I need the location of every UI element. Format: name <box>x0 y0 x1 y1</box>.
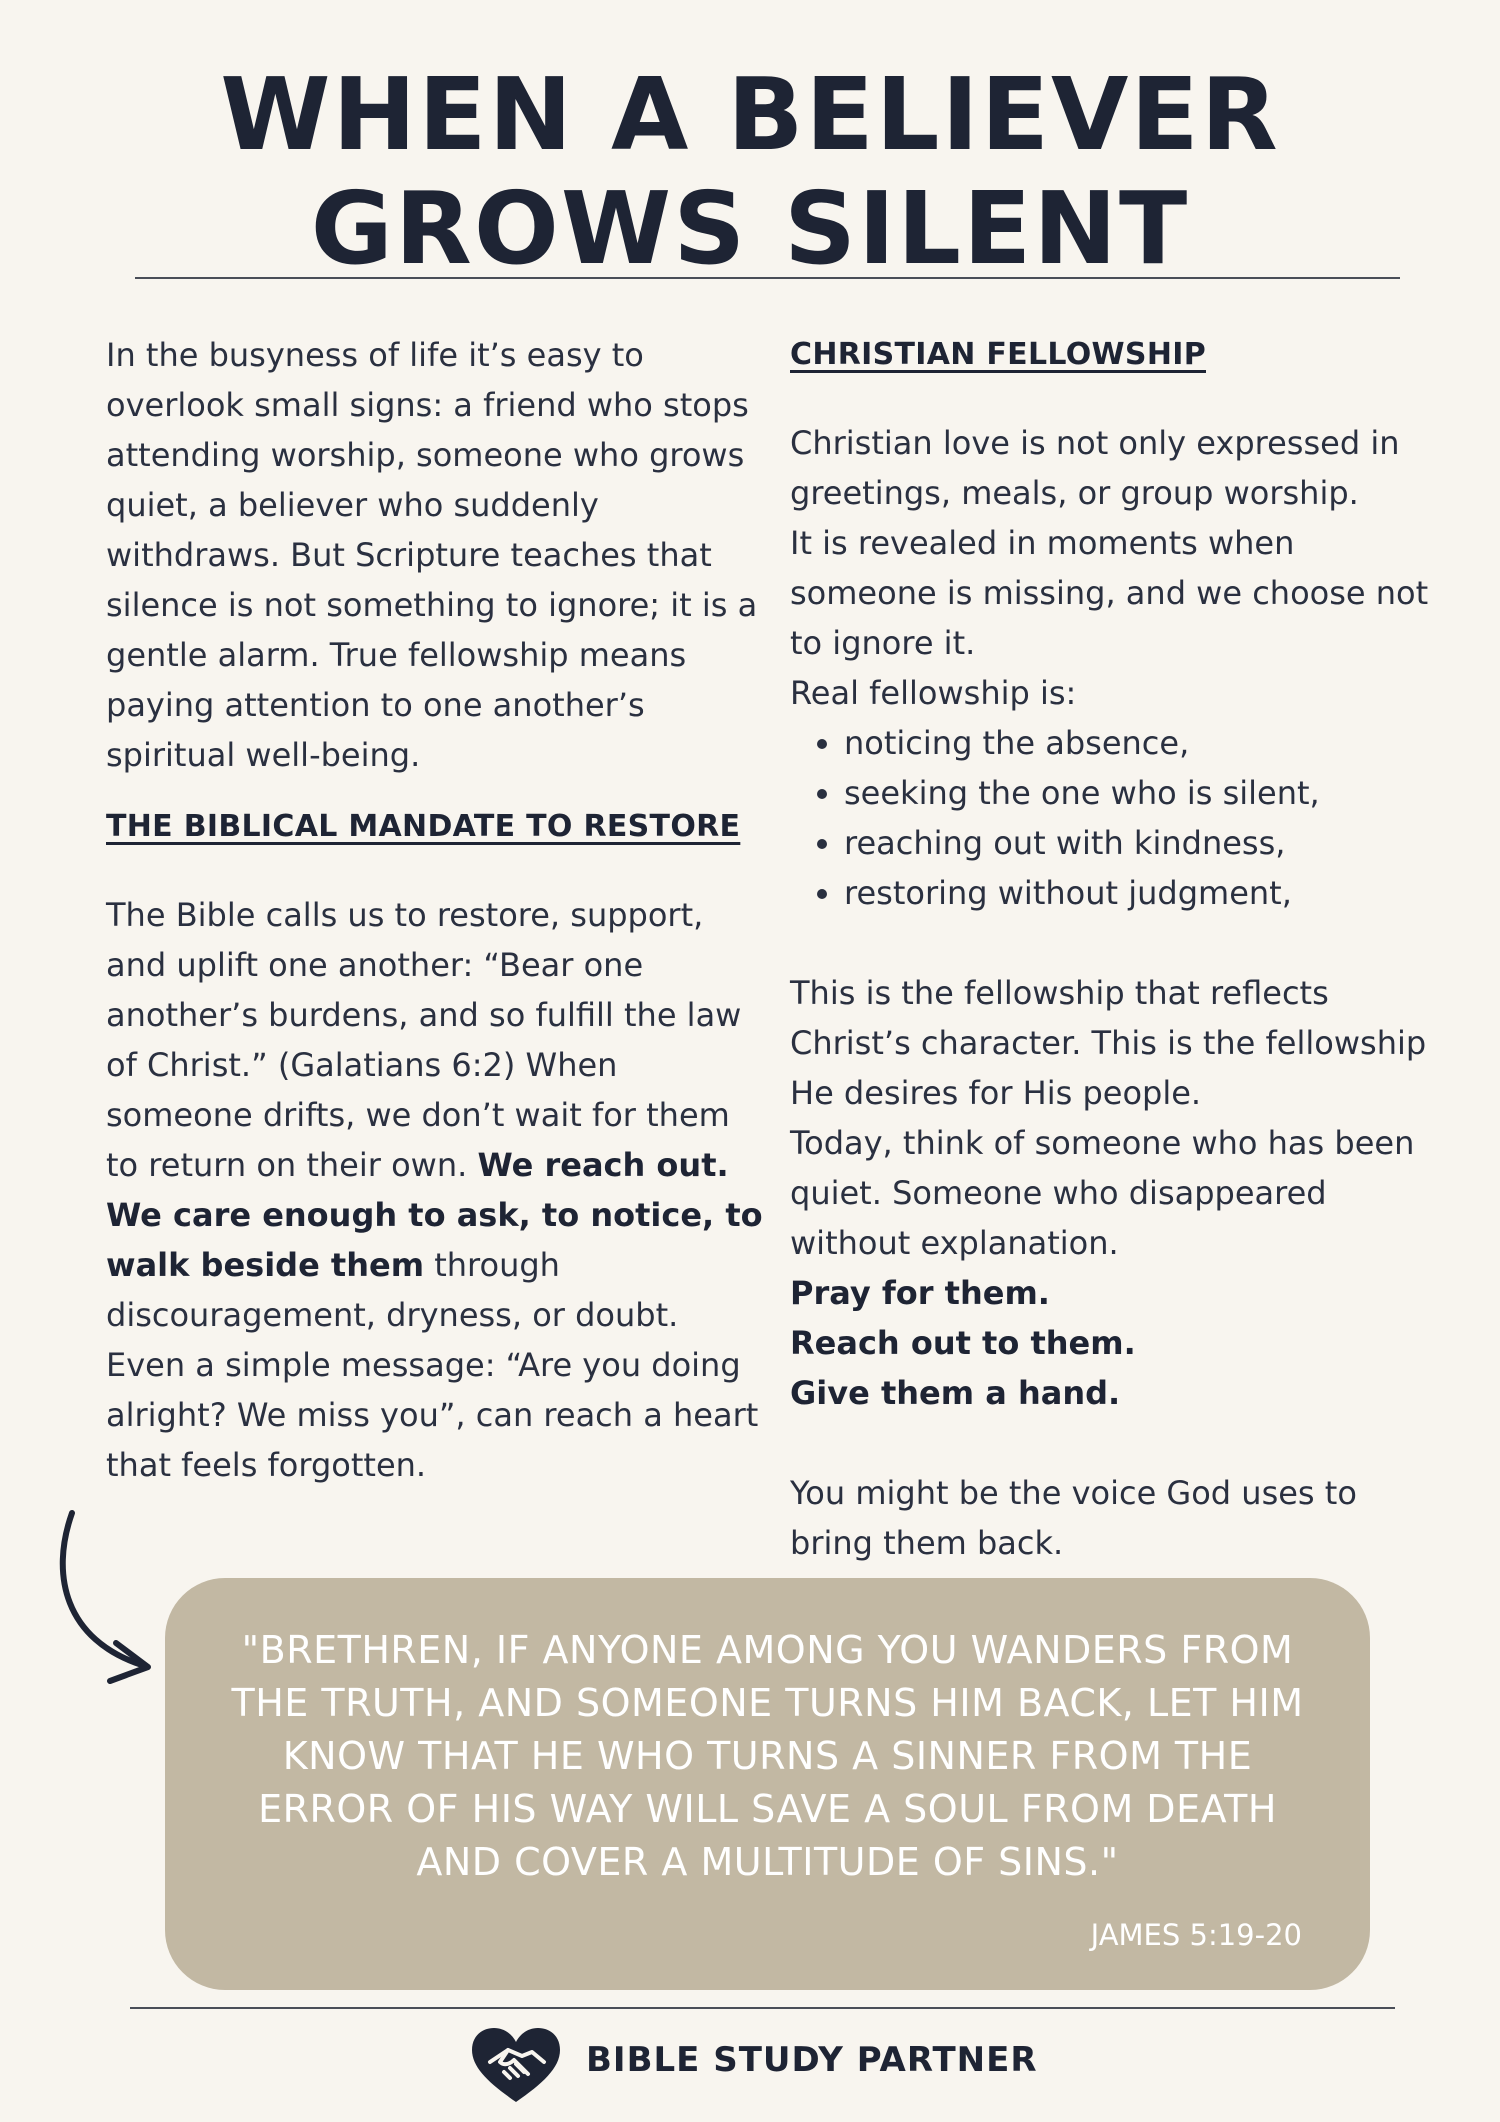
scripture-quote-text: "BRETHREN, IF ANYONE AMONG YOU WANDERS FROM THE TRUTH, AND SOMEONE TURNS HIM BACK, LET HIM KNOW THAT HE WHO TURNS A SINNER FROM THE ERROR OF HIS WAY WILL SAVE A SOUL FROM DEATH AND COVER A MULTITUDE OF SINS." <box>231 1628 1304 1884</box>
section-heading-restore: THE BIBLICAL MANDATE TO RESTORE <box>106 809 741 844</box>
restore-text-end: through discouragement, dryness, or doubt. Even a simple message: “Are you doing alright? We miss you”, can reach a heart that feels forgotten. <box>106 1246 759 1484</box>
page-title <box>0 58 1500 286</box>
restore-text-start: The Bible calls us to restore, support, and uplift one another: “Bear one another’s burdens, and so fulfill the law of Christ.” (Galatians 6:2) When someone drifts, we don’t wait for them to return on their own. <box>106 896 742 1184</box>
bottom-divider <box>130 2007 1395 2009</box>
fellowship-intro-2: It is revealed in moments when someone is missing, and we choose not to ignore it. <box>790 524 1429 662</box>
call-pray: Pray for them. <box>790 1274 1050 1312</box>
restore-text-bold: We reach out. We care enough to ask, to notice, to walk beside them <box>106 1146 763 1284</box>
left-column <box>106 330 766 1490</box>
curved-arrow-icon <box>50 1505 160 1695</box>
fellowship-intro: Christian love is not only expressed in greetings, meals, or group worship. <box>790 424 1400 512</box>
intro-paragraph: In the busyness of life it’s easy to overlook small signs: a friend who stops attending worship, someone who grows quiet, a believer who suddenly withdraws. But Scripture teaches that silence is not something to ignore; it is a gentle alarm. True fellowship means paying attention to one another’s spiritual well-being. <box>106 336 758 774</box>
call-give-hand: Give them a hand. <box>790 1374 1121 1412</box>
title-line-2: GROWS SILENT <box>310 170 1190 287</box>
fellowship-body-2: Today, think of someone who has been quiet. Someone who disappeared without explanation. <box>790 1124 1415 1262</box>
restore-paragraph <box>106 890 766 1490</box>
brand-name: BIBLE STUDY PARTNER <box>586 2040 1038 2080</box>
fellowship-list-intro: Real fellowship is: <box>790 674 1077 712</box>
heart-handshake-icon <box>470 2026 562 2106</box>
fellowship-list <box>790 718 1440 918</box>
call-reach-out: Reach out to them. <box>790 1324 1136 1362</box>
list-item: • restoring without judgment, <box>844 868 1440 918</box>
top-divider <box>135 277 1400 279</box>
list-item: • noticing the absence, <box>844 718 1440 768</box>
right-column <box>790 330 1440 1568</box>
scripture-reference: JAMES 5:19-20 <box>1090 1918 1302 1952</box>
section-heading-fellowship: CHRISTIAN FELLOWSHIP <box>790 337 1206 372</box>
list-item: • seeking the one who is silent, <box>844 768 1440 818</box>
fellowship-body: This is the fellowship that reflects Christ’s character. This is the fellowship He desires for His people. <box>790 974 1427 1112</box>
closing-line: You might be the voice God uses to bring them back. <box>790 1474 1357 1562</box>
list-item: • reaching out with kindness, <box>844 818 1440 868</box>
scripture-quote-box <box>165 1578 1370 1990</box>
title-line-1: WHEN A BELIEVER <box>220 56 1280 173</box>
